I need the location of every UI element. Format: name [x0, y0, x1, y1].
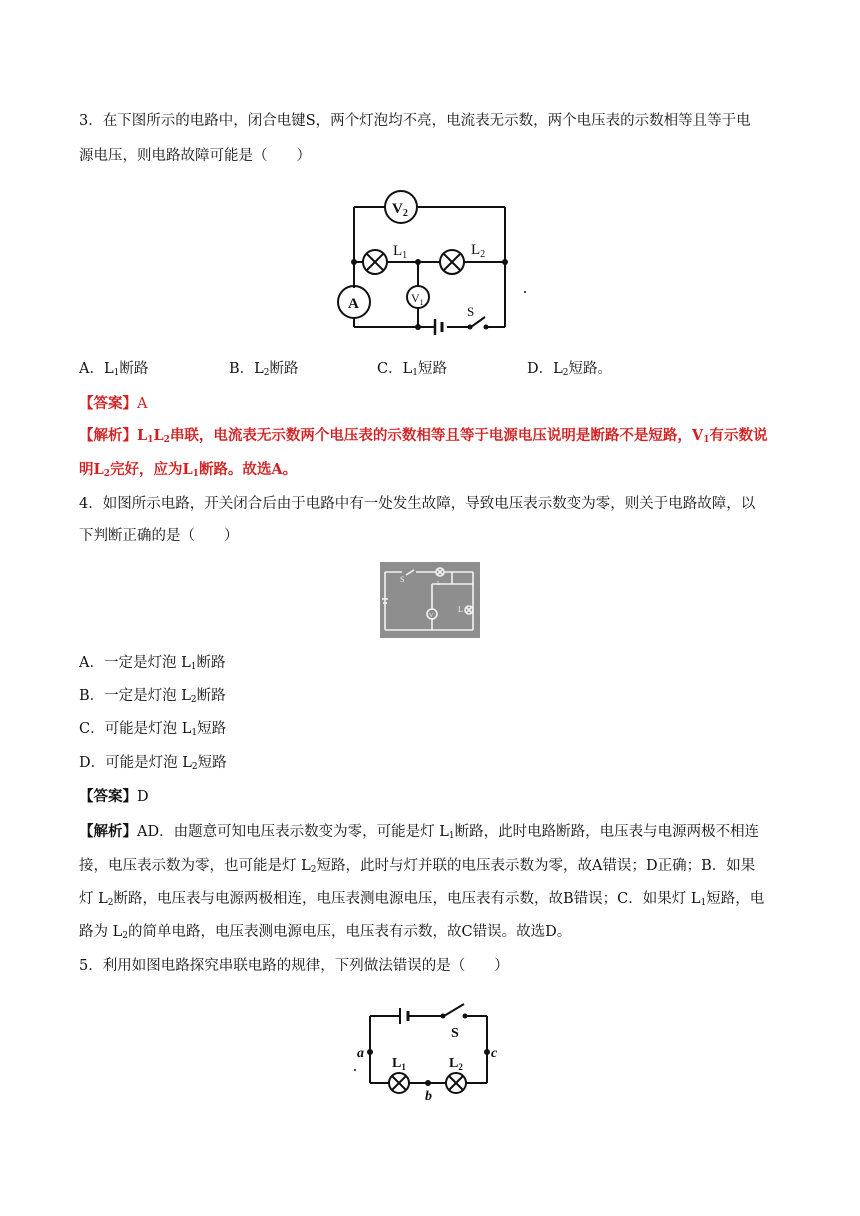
q5-point-a: a [357, 1046, 364, 1061]
q3-v1-sub: 1 [419, 298, 424, 307]
q5-l2-letter: L [449, 1056, 459, 1071]
q4-stem-line2: 下判断正确的是（ ） [79, 528, 239, 544]
q5-stem-line1: 5．利用如图电路探究串联电路的规律，下列做法错误的是（ ） [79, 958, 509, 974]
q5-point-b: b [425, 1089, 432, 1104]
q3-option-b: B．$L_2$断路 [229, 361, 299, 378]
q5-l1-letter: L [392, 1056, 402, 1071]
svg-text:L2 [449, 1056, 463, 1072]
svg-text:L2 [471, 242, 485, 260]
q3-v2-sub: 2 [402, 208, 408, 219]
q5-point-c: c [491, 1046, 498, 1061]
svg-text:V2 [392, 201, 408, 219]
q3-option-a: A．$L_1$断路 [79, 361, 149, 378]
q3-l2-sub: 2 [480, 249, 486, 260]
q4-answer: 【答案】D [79, 788, 149, 805]
q4-analysis-line4: 路为 $L_2$的简单电路，电压表测电源电压，电压表有示数，故C错误。故选D。 [79, 924, 572, 941]
q5-l2-sub: 2 [458, 1062, 463, 1072]
q4-circuit-photo [380, 562, 480, 638]
q3-option-c: C．$L_1$短路 [377, 361, 447, 378]
q4-photo-s: S [400, 575, 405, 584]
svg-text:L1 [392, 1056, 406, 1072]
svg-text:V1 [411, 291, 424, 307]
q3-option-d: D．$L_2$短路。 [527, 361, 612, 378]
q4-option-d: D．可能是灯泡 $L_2$短路 [79, 755, 227, 772]
q5-circuit-diagram [350, 995, 510, 1105]
q4-option-a: A．一定是灯泡 $L_1$断路 [79, 655, 226, 672]
q3-analysis-line2: 明$L_2$完好，应为$L_1$断路。故选A。 [79, 461, 298, 479]
q3-l2-letter: L [471, 242, 481, 258]
q3-v1-letter: V [411, 291, 420, 305]
q5-switch-letter: S [451, 1026, 459, 1041]
q3-v2-letter: V [392, 201, 403, 217]
q3-ammeter-letter: A [348, 296, 359, 312]
q4-analysis-line1: 【解析】AD．由题意可知电压表示数变为零，可能是灯 $L_1$断路，此时电路断路，电压表与电源两极不相连 [79, 823, 760, 841]
q3-l1-letter: L [393, 243, 403, 259]
q3-stem-line2: 源电压，则电路故障可能是（ ） [79, 148, 311, 164]
q4-stem-line1: 4．如图所示电路，开关闭合后由于电路中有一处发生故障，导致电压表示数变为零，则关于电路故障，以 [79, 496, 756, 512]
svg-text:L1 [393, 243, 407, 261]
q4-photo-l2: L [458, 605, 463, 614]
q4-photo-l1: L [437, 581, 441, 587]
q3-answer: 【答案】A [79, 395, 148, 412]
q4-option-c: C．可能是灯泡 $L_1$短路 [79, 721, 227, 738]
q4-option-b: B．一定是灯泡 $L_2$断路 [79, 688, 226, 705]
q4-analysis-line3: 灯 $L_2$断路，电压表与电源两极相连，电压表测电源电压，电压表有示数，故B错误；C．如果灯 $L_1$短路，电 [79, 891, 765, 908]
q3-analysis-line1: 【解析】$L_1L_2$串联，电流表无示数两个电压表的示数相等且等于电源电压说明是断路不是短路，$V_1$有示数说 [79, 427, 768, 445]
q3-l1-sub: 1 [402, 250, 408, 261]
q4-analysis-line2: 接，电压表示数为零，也可能是灯 $L_2$短路，此时与灯并联的电压表示数为零，故A错误；D正确；B．如果 [79, 858, 756, 875]
q3-stem-line1: 3．在下图所示的电路中，闭合电键S，两个灯泡均不亮，电流表无示数，两个电压表的示数相等且等于电 [79, 113, 751, 129]
q3-circuit-diagram [330, 182, 530, 342]
q3-switch-letter: S [467, 304, 475, 319]
q4-photo-v: V [429, 613, 434, 619]
q5-l1-sub: 1 [401, 1062, 406, 1072]
